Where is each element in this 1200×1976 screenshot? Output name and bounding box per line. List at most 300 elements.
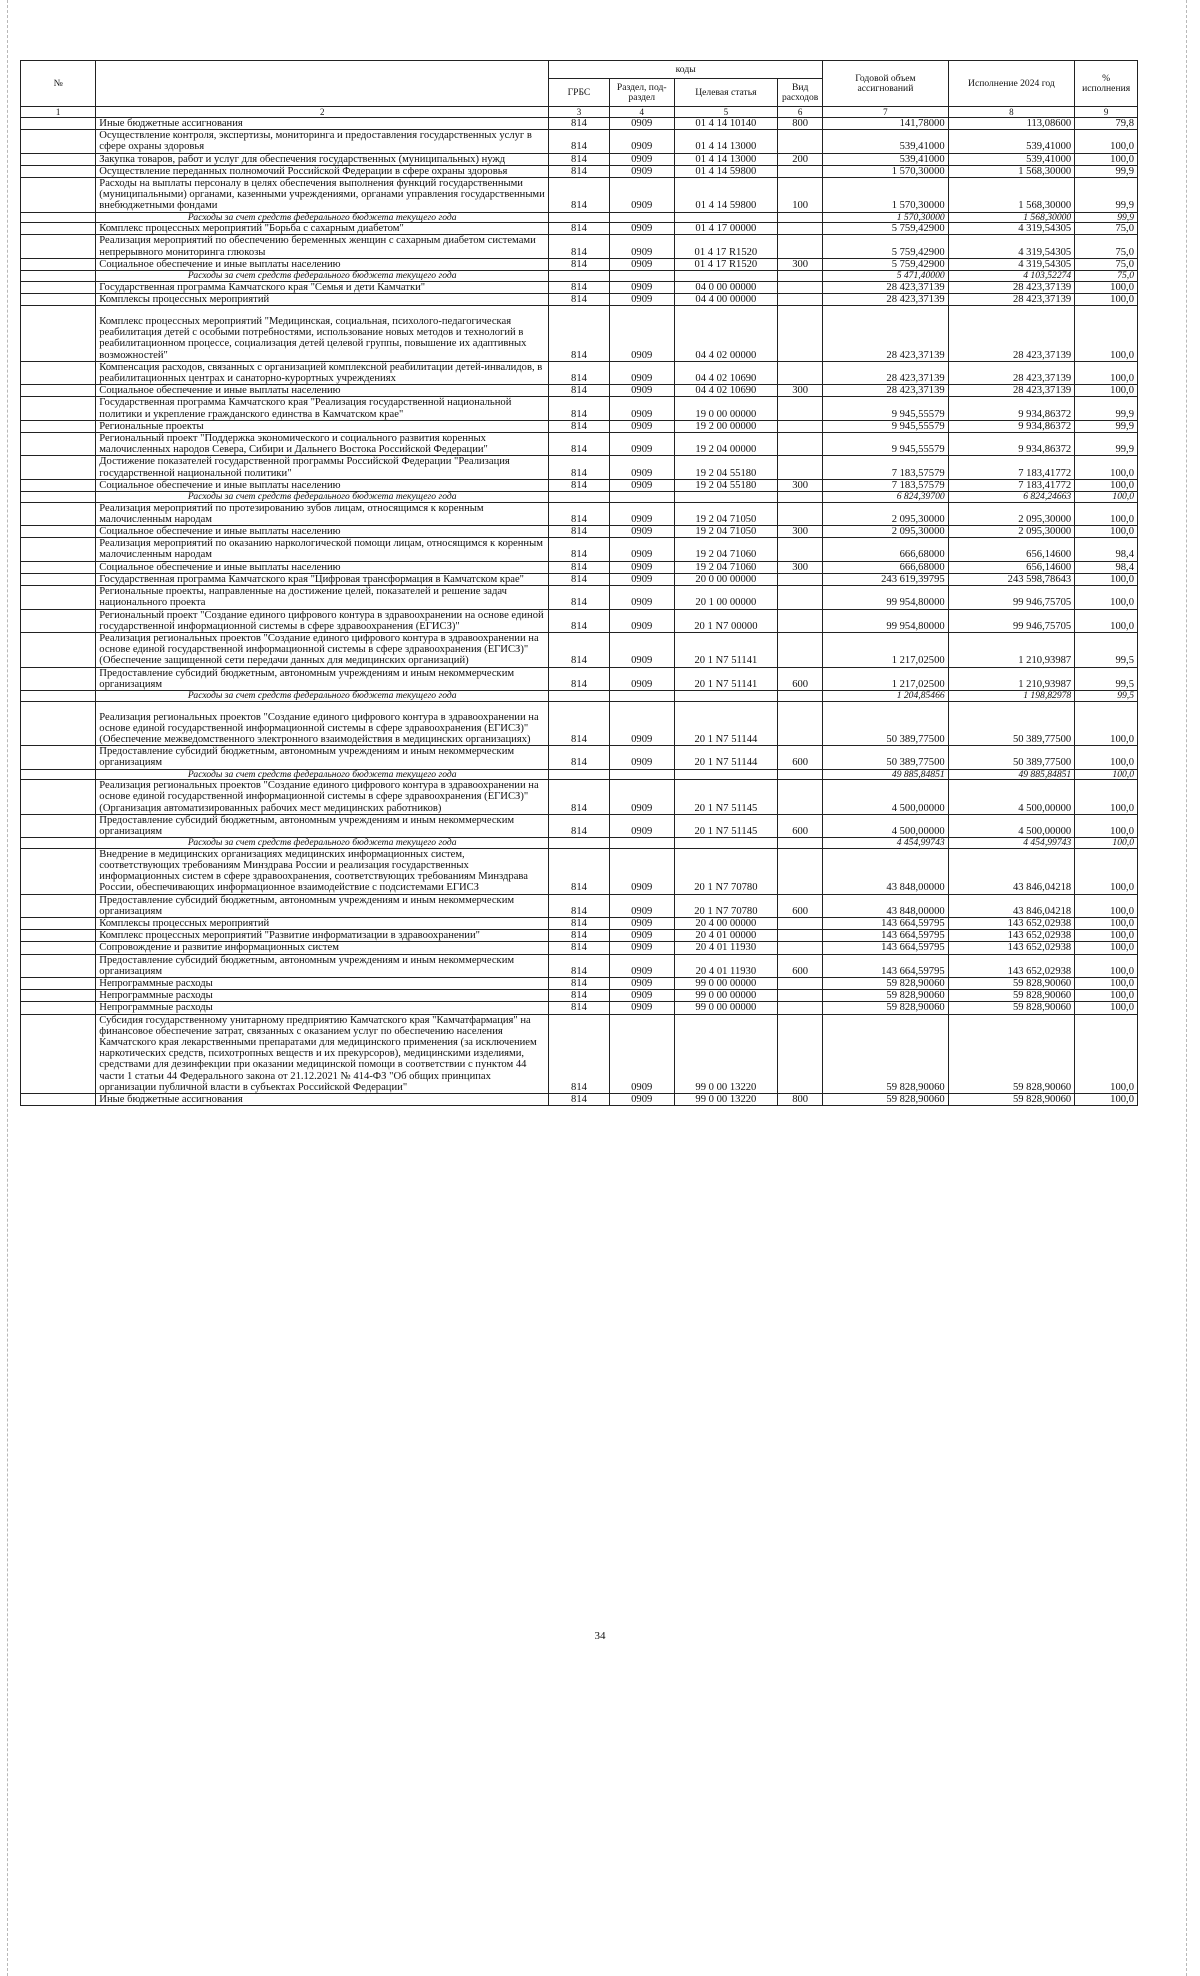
row-number-cell xyxy=(21,433,96,456)
target-article-cell: 01 4 14 59800 xyxy=(674,165,778,177)
expense-name-cell: Расходы на выплаты персоналу в целях обеспечения выполнения функций государственными (муниципальными) органами, казенными учреждениями, органами управления государственными внебюджетными фондами xyxy=(96,178,549,213)
row-number-cell xyxy=(21,917,96,929)
grbs-cell: 814 xyxy=(549,538,610,561)
grbs-cell: 814 xyxy=(549,954,610,977)
target-article-cell: 20 1 00 00000 xyxy=(674,586,778,609)
expense-name-cell: Субсидия государственному унитарному предприятию Камчатского края "Камчатфармация" на финансовое обеспечение затрат, связанных с оказанием услуг по обеспечению населения Камчатского края лекарственными препаратами для медицинского применения (за исключением наркотических средств, психотропных веществ и их прекурсоров), медицинскими изделиями, средствами для дезинфекции при оказании медицинской помощи в соответствии с пунктом 44 части 1 статьи 44 Федерального закона от 21.12.2021 № 414-ФЗ "Об общих принципах организации публичной власти в субъектах Российской Федерации" xyxy=(96,1014,549,1093)
row-number-cell xyxy=(21,306,96,362)
table-row xyxy=(21,977,1138,989)
row-number-cell xyxy=(21,894,96,917)
expense-type-cell: 300 xyxy=(778,479,823,491)
expense-type-cell xyxy=(778,917,823,929)
execution-amount-cell: 99 946,75705 xyxy=(948,609,1075,632)
row-number-cell xyxy=(21,212,96,223)
percent-cell: 100,0 xyxy=(1075,586,1138,609)
row-number-cell xyxy=(21,223,96,235)
row-number-cell xyxy=(21,930,96,942)
percent-cell: 100,0 xyxy=(1075,281,1138,293)
row-number-cell xyxy=(21,502,96,525)
table-row xyxy=(21,632,1138,667)
execution-amount-cell: 4 500,00000 xyxy=(948,814,1075,837)
section-cell xyxy=(609,212,674,223)
annual-amount-cell: 9 945,55579 xyxy=(823,397,949,420)
percent-cell: 99,9 xyxy=(1075,397,1138,420)
col-name-header xyxy=(96,61,549,107)
table-row xyxy=(21,814,1138,837)
expense-name-cell: Реализация мероприятий по протезированию зубов лицам, относящимся к коренным малочисленным народам xyxy=(96,502,549,525)
execution-amount-cell: 99 946,75705 xyxy=(948,586,1075,609)
annual-amount-cell: 59 828,90060 xyxy=(823,1014,949,1093)
annual-amount-cell: 143 664,59795 xyxy=(823,954,949,977)
index-cell: 2 xyxy=(96,107,549,118)
execution-amount-cell: 539,41000 xyxy=(948,130,1075,153)
annual-amount-cell: 28 423,37139 xyxy=(823,385,949,397)
percent-cell: 100,0 xyxy=(1075,1002,1138,1014)
section-cell: 0909 xyxy=(609,178,674,213)
execution-amount-cell: 59 828,90060 xyxy=(948,1014,1075,1093)
target-article-cell: 20 0 00 00000 xyxy=(674,573,778,585)
federal-budget-subrow xyxy=(21,769,1138,780)
col-number-header: № xyxy=(21,61,96,107)
grbs-cell: 814 xyxy=(549,118,610,130)
expense-type-cell: 300 xyxy=(778,385,823,397)
row-number-cell xyxy=(21,293,96,305)
grbs-cell: 814 xyxy=(549,223,610,235)
percent-cell: 100,0 xyxy=(1075,153,1138,165)
expense-type-cell xyxy=(778,586,823,609)
table-row xyxy=(21,306,1138,362)
execution-amount-cell: 43 846,04218 xyxy=(948,848,1075,894)
expense-type-cell: 300 xyxy=(778,526,823,538)
target-article-cell: 99 0 00 00000 xyxy=(674,990,778,1002)
table-row xyxy=(21,701,1138,746)
percent-cell: 98,4 xyxy=(1075,561,1138,573)
target-article-cell: 20 4 01 00000 xyxy=(674,930,778,942)
grbs-cell xyxy=(549,271,610,282)
percent-cell: 75,0 xyxy=(1075,271,1138,282)
section-cell: 0909 xyxy=(609,433,674,456)
expense-name-cell: Комплекс процессных мероприятий "Медицинская, социальная, психолого-педагогическая реабилитация детей с особыми потребностями, использование новых методов и технологий в реабилитационном процессе, социализация детей целевой группы, повышение их адаптивных возможностей" xyxy=(96,306,549,362)
section-cell: 0909 xyxy=(609,385,674,397)
annual-amount-cell: 243 619,39795 xyxy=(823,573,949,585)
col-annual-header: Годовой объем ассигнований xyxy=(823,61,949,107)
expense-type-cell xyxy=(778,632,823,667)
annual-amount-cell: 9 945,55579 xyxy=(823,433,949,456)
annual-amount-cell: 28 423,37139 xyxy=(823,306,949,362)
expense-name-cell: Иные бюджетные ассигнования xyxy=(96,1094,549,1106)
expense-name-cell: Расходы за счет средств федерального бюджета текущего года xyxy=(96,271,549,282)
expense-type-cell: 800 xyxy=(778,1094,823,1106)
section-cell xyxy=(609,769,674,780)
col-exptype-header: Вид расходов xyxy=(778,79,823,107)
federal-budget-subrow xyxy=(21,492,1138,503)
table-row xyxy=(21,561,1138,573)
execution-amount-cell: 1 210,93987 xyxy=(948,667,1075,690)
section-cell: 0909 xyxy=(609,397,674,420)
section-cell: 0909 xyxy=(609,667,674,690)
annual-amount-cell: 59 828,90060 xyxy=(823,977,949,989)
expense-type-cell xyxy=(778,690,823,701)
section-cell: 0909 xyxy=(609,894,674,917)
execution-amount-cell: 59 828,90060 xyxy=(948,1002,1075,1014)
target-article-cell: 20 4 01 11930 xyxy=(674,942,778,954)
expense-name-cell: Социальное обеспечение и иные выплаты населению xyxy=(96,561,549,573)
table-row xyxy=(21,894,1138,917)
table-row xyxy=(21,502,1138,525)
table-row xyxy=(21,281,1138,293)
section-cell: 0909 xyxy=(609,293,674,305)
col-execution-header: Исполнение 2024 год xyxy=(948,61,1075,107)
percent-cell: 99,9 xyxy=(1075,212,1138,223)
grbs-cell xyxy=(549,769,610,780)
table-row xyxy=(21,420,1138,432)
index-cell: 4 xyxy=(609,107,674,118)
target-article-cell: 04 0 00 00000 xyxy=(674,281,778,293)
table-row xyxy=(21,526,1138,538)
table-row xyxy=(21,361,1138,384)
annual-amount-cell: 141,78000 xyxy=(823,118,949,130)
annual-amount-cell: 7 183,57579 xyxy=(823,456,949,479)
annual-amount-cell: 50 389,77500 xyxy=(823,701,949,746)
percent-cell: 100,0 xyxy=(1075,769,1138,780)
annual-amount-cell: 59 828,90060 xyxy=(823,1094,949,1106)
target-article-cell xyxy=(674,690,778,701)
section-cell: 0909 xyxy=(609,118,674,130)
section-cell xyxy=(609,690,674,701)
percent-cell: 100,0 xyxy=(1075,609,1138,632)
percent-cell: 99,9 xyxy=(1075,178,1138,213)
expense-type-cell xyxy=(778,977,823,989)
annual-amount-cell: 1 204,85466 xyxy=(823,690,949,701)
target-article-cell: 01 4 17 00000 xyxy=(674,223,778,235)
annual-amount-cell: 4 500,00000 xyxy=(823,780,949,815)
row-number-cell xyxy=(21,848,96,894)
annual-amount-cell: 5 471,40000 xyxy=(823,271,949,282)
execution-amount-cell: 4 103,52274 xyxy=(948,271,1075,282)
table-row xyxy=(21,118,1138,130)
expense-name-cell: Закупка товаров, работ и услуг для обеспечения государственных (муниципальных) нужд xyxy=(96,153,549,165)
row-number-cell xyxy=(21,609,96,632)
grbs-cell: 814 xyxy=(549,917,610,929)
execution-amount-cell: 7 183,41772 xyxy=(948,479,1075,491)
grbs-cell: 814 xyxy=(549,609,610,632)
expense-name-cell: Непрограммные расходы xyxy=(96,990,549,1002)
target-article-cell: 19 0 00 00000 xyxy=(674,397,778,420)
execution-amount-cell: 9 934,86372 xyxy=(948,397,1075,420)
annual-amount-cell: 5 759,42900 xyxy=(823,235,949,258)
table-row xyxy=(21,954,1138,977)
expense-name-cell: Социальное обеспечение и иные выплаты населению xyxy=(96,258,549,270)
federal-budget-subrow xyxy=(21,838,1138,849)
execution-amount-cell: 7 183,41772 xyxy=(948,456,1075,479)
execution-amount-cell: 656,14600 xyxy=(948,561,1075,573)
expense-name-cell: Социальное обеспечение и иные выплаты населению xyxy=(96,385,549,397)
section-cell: 0909 xyxy=(609,456,674,479)
section-cell: 0909 xyxy=(609,701,674,746)
col-grbs-header: ГРБС xyxy=(549,79,610,107)
section-cell: 0909 xyxy=(609,130,674,153)
row-number-cell xyxy=(21,178,96,213)
grbs-cell: 814 xyxy=(549,306,610,362)
expense-type-cell xyxy=(778,538,823,561)
section-cell: 0909 xyxy=(609,746,674,769)
section-cell: 0909 xyxy=(609,1002,674,1014)
annual-amount-cell: 666,68000 xyxy=(823,538,949,561)
codes-header: коды xyxy=(549,61,823,79)
grbs-cell: 814 xyxy=(549,165,610,177)
annual-amount-cell: 4 500,00000 xyxy=(823,814,949,837)
percent-cell: 100,0 xyxy=(1075,814,1138,837)
row-number-cell xyxy=(21,561,96,573)
target-article-cell: 01 4 14 13000 xyxy=(674,130,778,153)
target-article-cell: 04 4 00 00000 xyxy=(674,293,778,305)
grbs-cell: 814 xyxy=(549,667,610,690)
execution-amount-cell: 28 423,37139 xyxy=(948,385,1075,397)
row-number-cell xyxy=(21,667,96,690)
expense-type-cell: 600 xyxy=(778,954,823,977)
expense-name-cell: Государственная программа Камчатского края "Семья и дети Камчатки" xyxy=(96,281,549,293)
expense-name-cell: Достижение показателей государственной программы Российской Федерации "Реализация государственной национальной политики" xyxy=(96,456,549,479)
table-row xyxy=(21,848,1138,894)
row-number-cell xyxy=(21,271,96,282)
execution-amount-cell: 143 652,02938 xyxy=(948,917,1075,929)
index-cell: 3 xyxy=(549,107,610,118)
row-number-cell xyxy=(21,165,96,177)
row-number-cell xyxy=(21,281,96,293)
annual-amount-cell: 1 570,30000 xyxy=(823,165,949,177)
percent-cell: 100,0 xyxy=(1075,990,1138,1002)
target-article-cell: 99 0 00 00000 xyxy=(674,977,778,989)
execution-amount-cell: 28 423,37139 xyxy=(948,281,1075,293)
percent-cell: 100,0 xyxy=(1075,1094,1138,1106)
percent-cell: 100,0 xyxy=(1075,306,1138,362)
expense-type-cell: 300 xyxy=(778,258,823,270)
annual-amount-cell: 43 848,00000 xyxy=(823,848,949,894)
index-cell: 1 xyxy=(21,107,96,118)
percent-cell: 99,9 xyxy=(1075,165,1138,177)
annual-amount-cell: 2 095,30000 xyxy=(823,526,949,538)
table-row xyxy=(21,293,1138,305)
expense-name-cell: Предоставление субсидий бюджетным, автономным учреждениям и иным некоммерческим организациям xyxy=(96,954,549,977)
section-cell: 0909 xyxy=(609,479,674,491)
target-article-cell: 20 1 N7 51145 xyxy=(674,780,778,815)
section-cell: 0909 xyxy=(609,917,674,929)
row-number-cell xyxy=(21,130,96,153)
expense-type-cell xyxy=(778,780,823,815)
expense-name-cell: Расходы за счет средств федерального бюджета текущего года xyxy=(96,838,549,849)
section-cell: 0909 xyxy=(609,165,674,177)
execution-amount-cell: 2 095,30000 xyxy=(948,502,1075,525)
section-cell: 0909 xyxy=(609,235,674,258)
percent-cell: 75,0 xyxy=(1075,223,1138,235)
section-cell xyxy=(609,492,674,503)
target-article-cell xyxy=(674,271,778,282)
execution-amount-cell: 4 454,99743 xyxy=(948,838,1075,849)
table-row xyxy=(21,667,1138,690)
target-article-cell: 19 2 04 55180 xyxy=(674,456,778,479)
expense-name-cell: Реализация мероприятий по обеспечению беременных женщин с сахарным диабетом системами непрерывного мониторинга глюкозы xyxy=(96,235,549,258)
section-cell: 0909 xyxy=(609,561,674,573)
section-cell: 0909 xyxy=(609,942,674,954)
target-article-cell xyxy=(674,769,778,780)
execution-amount-cell: 1 568,30000 xyxy=(948,165,1075,177)
percent-cell: 100,0 xyxy=(1075,930,1138,942)
table-row xyxy=(21,1094,1138,1106)
expense-name-cell: Компенсация расходов, связанных с организацией комплексной реабилитации детей-инвалидов, в реабилитационных центрах и санаторно-курортных учреждениях xyxy=(96,361,549,384)
execution-amount-cell: 28 423,37139 xyxy=(948,306,1075,362)
annual-amount-cell: 1 570,30000 xyxy=(823,178,949,213)
expense-name-cell: Расходы за счет средств федерального бюджета текущего года xyxy=(96,690,549,701)
row-number-cell xyxy=(21,258,96,270)
percent-cell: 99,5 xyxy=(1075,667,1138,690)
percent-cell: 75,0 xyxy=(1075,258,1138,270)
grbs-cell: 814 xyxy=(549,433,610,456)
expense-type-cell: 100 xyxy=(778,178,823,213)
table-row xyxy=(21,538,1138,561)
federal-budget-subrow xyxy=(21,212,1138,223)
expense-name-cell: Осуществление контроля, экспертизы, мониторинга и предоставления государственных услуг в сфере охраны здоровья xyxy=(96,130,549,153)
expense-type-cell xyxy=(778,456,823,479)
table-row xyxy=(21,130,1138,153)
percent-cell: 100,0 xyxy=(1075,838,1138,849)
expense-name-cell: Социальное обеспечение и иные выплаты населению xyxy=(96,479,549,491)
expense-name-cell: Комплекс процессных мероприятий "Борьба с сахарным диабетом" xyxy=(96,223,549,235)
row-number-cell xyxy=(21,385,96,397)
grbs-cell: 814 xyxy=(549,385,610,397)
target-article-cell: 20 1 N7 51144 xyxy=(674,746,778,769)
table-row xyxy=(21,433,1138,456)
percent-cell: 100,0 xyxy=(1075,526,1138,538)
expense-type-cell xyxy=(778,930,823,942)
target-article-cell: 20 1 N7 51141 xyxy=(674,632,778,667)
target-article-cell: 99 0 00 13220 xyxy=(674,1094,778,1106)
grbs-cell: 814 xyxy=(549,456,610,479)
expense-type-cell xyxy=(778,701,823,746)
expense-type-cell: 600 xyxy=(778,667,823,690)
table-row xyxy=(21,586,1138,609)
expense-type-cell: 600 xyxy=(778,746,823,769)
grbs-cell: 814 xyxy=(549,502,610,525)
row-number-cell xyxy=(21,838,96,849)
expense-type-cell: 600 xyxy=(778,894,823,917)
row-number-cell xyxy=(21,573,96,585)
section-cell: 0909 xyxy=(609,306,674,362)
table-row xyxy=(21,609,1138,632)
section-cell: 0909 xyxy=(609,1094,674,1106)
target-article-cell: 19 2 00 00000 xyxy=(674,420,778,432)
table-row xyxy=(21,456,1138,479)
table-row xyxy=(21,178,1138,213)
row-number-cell xyxy=(21,814,96,837)
expense-name-cell: Расходы за счет средств федерального бюджета текущего года xyxy=(96,769,549,780)
col-target-header: Целевая статья xyxy=(674,79,778,107)
section-cell: 0909 xyxy=(609,1014,674,1093)
expense-type-cell: 300 xyxy=(778,561,823,573)
annual-amount-cell: 5 759,42900 xyxy=(823,223,949,235)
grbs-cell: 814 xyxy=(549,258,610,270)
grbs-cell: 814 xyxy=(549,178,610,213)
table-row xyxy=(21,573,1138,585)
expense-name-cell: Региональный проект "Поддержка экономического и социального развития коренных малочисленных народов Севера, Сибири и Дальнего Востока Российской Федерации" xyxy=(96,433,549,456)
expense-type-cell: 600 xyxy=(778,814,823,837)
col-section-header: Раздел, под-раздел xyxy=(609,79,674,107)
expense-type-cell xyxy=(778,433,823,456)
execution-amount-cell: 4 319,54305 xyxy=(948,223,1075,235)
target-article-cell: 19 2 04 55180 xyxy=(674,479,778,491)
grbs-cell: 814 xyxy=(549,281,610,293)
table-row xyxy=(21,385,1138,397)
table-row xyxy=(21,223,1138,235)
section-cell: 0909 xyxy=(609,526,674,538)
expense-name-cell: Социальное обеспечение и иные выплаты населению xyxy=(96,526,549,538)
expense-type-cell xyxy=(778,838,823,849)
row-number-cell xyxy=(21,118,96,130)
expense-type-cell xyxy=(778,293,823,305)
percent-cell: 75,0 xyxy=(1075,235,1138,258)
expense-name-cell: Региональные проекты, направленные на достижение целей, показателей и решение задач национального проекта xyxy=(96,586,549,609)
annual-amount-cell: 28 423,37139 xyxy=(823,293,949,305)
target-article-cell: 01 4 17 R1520 xyxy=(674,258,778,270)
target-article-cell: 99 0 00 13220 xyxy=(674,1014,778,1093)
row-number-cell xyxy=(21,456,96,479)
grbs-cell: 814 xyxy=(549,1014,610,1093)
grbs-cell: 814 xyxy=(549,977,610,989)
expense-type-cell xyxy=(778,306,823,362)
grbs-cell: 814 xyxy=(549,1094,610,1106)
percent-cell: 100,0 xyxy=(1075,780,1138,815)
expense-name-cell: Государственная программа Камчатского края "Цифровая трансформация в Камчатском крае" xyxy=(96,573,549,585)
target-article-cell xyxy=(674,838,778,849)
row-number-cell xyxy=(21,1014,96,1093)
section-cell: 0909 xyxy=(609,538,674,561)
grbs-cell: 814 xyxy=(549,632,610,667)
table-row xyxy=(21,942,1138,954)
expense-type-cell xyxy=(778,281,823,293)
expense-name-cell: Непрограммные расходы xyxy=(96,977,549,989)
grbs-cell: 814 xyxy=(549,420,610,432)
grbs-cell: 814 xyxy=(549,573,610,585)
expense-name-cell: Предоставление субсидий бюджетным, автономным учреждениям и иным некоммерческим организациям xyxy=(96,894,549,917)
expense-type-cell xyxy=(778,573,823,585)
target-article-cell: 20 1 N7 51145 xyxy=(674,814,778,837)
table-row xyxy=(21,917,1138,929)
section-cell: 0909 xyxy=(609,632,674,667)
expense-type-cell xyxy=(778,271,823,282)
percent-cell: 100,0 xyxy=(1075,502,1138,525)
grbs-cell: 814 xyxy=(549,814,610,837)
target-article-cell: 19 2 04 71060 xyxy=(674,561,778,573)
percent-cell: 100,0 xyxy=(1075,456,1138,479)
expense-name-cell: Сопровождение и развитие информационных систем xyxy=(96,942,549,954)
target-article-cell: 19 2 04 71060 xyxy=(674,538,778,561)
row-number-cell xyxy=(21,492,96,503)
percent-cell: 100,0 xyxy=(1075,573,1138,585)
annual-amount-cell: 6 824,39700 xyxy=(823,492,949,503)
annual-amount-cell: 99 954,80000 xyxy=(823,586,949,609)
target-article-cell: 01 4 14 59800 xyxy=(674,178,778,213)
row-number-cell xyxy=(21,235,96,258)
row-number-cell xyxy=(21,690,96,701)
percent-cell: 100,0 xyxy=(1075,746,1138,769)
section-cell: 0909 xyxy=(609,954,674,977)
annual-amount-cell: 2 095,30000 xyxy=(823,502,949,525)
target-article-cell xyxy=(674,212,778,223)
percent-cell: 100,0 xyxy=(1075,954,1138,977)
annual-amount-cell: 5 759,42900 xyxy=(823,258,949,270)
expense-type-cell xyxy=(778,130,823,153)
scan-edge-left xyxy=(7,0,8,1976)
section-cell: 0909 xyxy=(609,223,674,235)
